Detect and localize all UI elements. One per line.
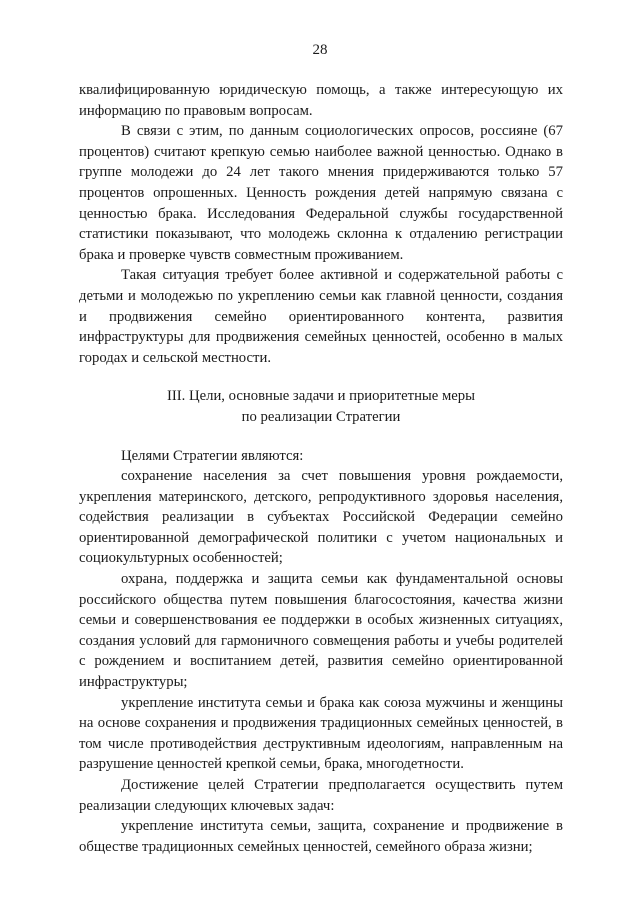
paragraph: квалифицированную юридическую помощь, а также интересующую их информацию по правовым вопросам. xyxy=(79,82,563,119)
section-heading-line: по реализации Стратегии xyxy=(241,408,401,425)
paragraph: Целями Стратегии являются: xyxy=(121,447,304,464)
section-heading xyxy=(79,386,563,427)
page-number: 28 xyxy=(312,42,328,58)
paragraph: укрепление института семьи и брака как союза мужчины и женщины на основе сохранения и продвижения традиционных семейных ценностей, в том числе противодействия деструктивным идеологиям, направленным на разрушение ценностей крепкой семьи, брака, многодетности. xyxy=(79,694,563,773)
paragraph: В связи с этим, по данным социологических опросов, россияне (67 процентов) считают крепкую семью наиболее важной ценностью. Однако в группе молодежи до 24 лет такого мнения придерживаются только 57 процентов опрошенных. Ценность рождения детей напрямую связана с ценностью брака. Исследования Федеральной службы государственной статистики показывают, что молодежь склонна к отдалению регистрации брака и проверке чувств совместным проживанием. xyxy=(79,123,563,263)
section-heading-line: III. Цели, основные задачи и приоритетные меры xyxy=(166,388,476,405)
paragraph: Достижение целей Стратегии предполагается осуществить путем реализации следующих ключевых задач: xyxy=(79,777,563,814)
paragraph: охрана, поддержка и защита семьи как фундаментальной основы российского общества путем повышения благосостояния, качества жизни семьи и совершенствования ее поддержки в особых жизненных ситуациях, создания условий для гармоничного совмещения работы и учебы родителей с рождением и воспитанием детей, развития семейно ориентированной инфраструктуры; xyxy=(79,571,563,691)
paragraph: Такая ситуация требует более активной и содержательной работы с детьми и молодежью по укреплению семьи как главной ценности, создания и продвижения семейно ориентированного контента, развития инфраструктуры для продвижения семейных ценностей, особенно в малых городах и сельской местности. xyxy=(79,267,563,366)
paragraph: укрепление института семьи, защита, сохранение и продвижение в обществе традиционных семейных ценностей, семейного образа жизни; xyxy=(79,818,563,855)
paragraph: сохранение населения за счет повышения уровня рождаемости, укрепления материнского, детского, репродуктивного здоровья населения, содействия реализации в субъектах Российской Федерации семейно ориентированной демографической политики с учетом национальных и социокультурных особенностей; xyxy=(79,468,563,567)
document-body xyxy=(79,80,563,857)
